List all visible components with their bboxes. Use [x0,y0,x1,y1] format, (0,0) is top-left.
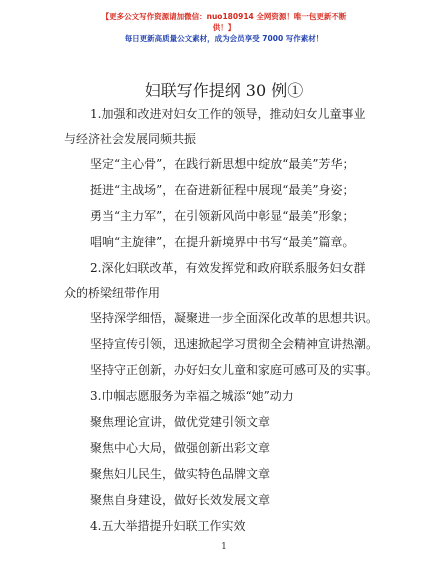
section-1-item: 坚定“主心骨”，在践行新思想中绽放“最美”芳华； [90,157,355,171]
promo-banner [96,11,352,44]
section-4-heading: 4.五大举措提升妇联工作实效 [90,519,246,533]
section-3-item: 聚焦理论宣讲，做优党建引领文章 [90,415,271,429]
section-3-item: 聚焦中心大局，做强创新出彩文章 [90,441,271,455]
promo-line-2: 每日更新高质量公文素材，成为会员享受 7000 写作素材！ [124,34,324,43]
page-number: 1 [221,542,227,552]
section-2-item: 坚持守正创新，办好妇女儿童和家庭可感可及的实事。 [90,363,379,377]
promo-line-1: 【更多公文写作资源请加微信：nuo180914 全网资源！唯一包更新不断供！】 [101,12,347,32]
document-title: 妇联写作提纲 30 例① [144,81,304,100]
section-2-heading: 2.深化妇联改革，有效发挥党和政府联系服务妇女群众的桥梁纽带作用 [64,261,366,300]
section-1-heading: 1.加强和改进对妇女工作的领导，推动妇女儿童事业与经济社会发展同频共振 [64,107,366,146]
section-1-item: 唱响“主旋律”，在提升新境界中书写“最美”篇章。 [90,235,355,249]
section-3-heading: 3.巾帼志愿服务为幸福之城添“她”动力 [90,389,294,403]
section-3-item: 聚焦自身建设，做好长效发展文章 [90,493,271,507]
section-1-item: 勇当“主力军”，在引领新风尚中彰显“最美”形象； [90,209,355,223]
section-2-item: 坚持深学细悟，凝聚进一步全面深化改革的思想共识。 [90,311,379,325]
section-2-item: 坚持宣传引领，迅速掀起学习贯彻全会精神宣讲热潮。 [90,337,379,351]
section-1-item: 挺进“主战场”，在奋进新征程中展现“最美”身姿； [90,183,355,197]
section-3-item: 聚焦妇儿民生，做实特色品牌文章 [90,467,271,481]
